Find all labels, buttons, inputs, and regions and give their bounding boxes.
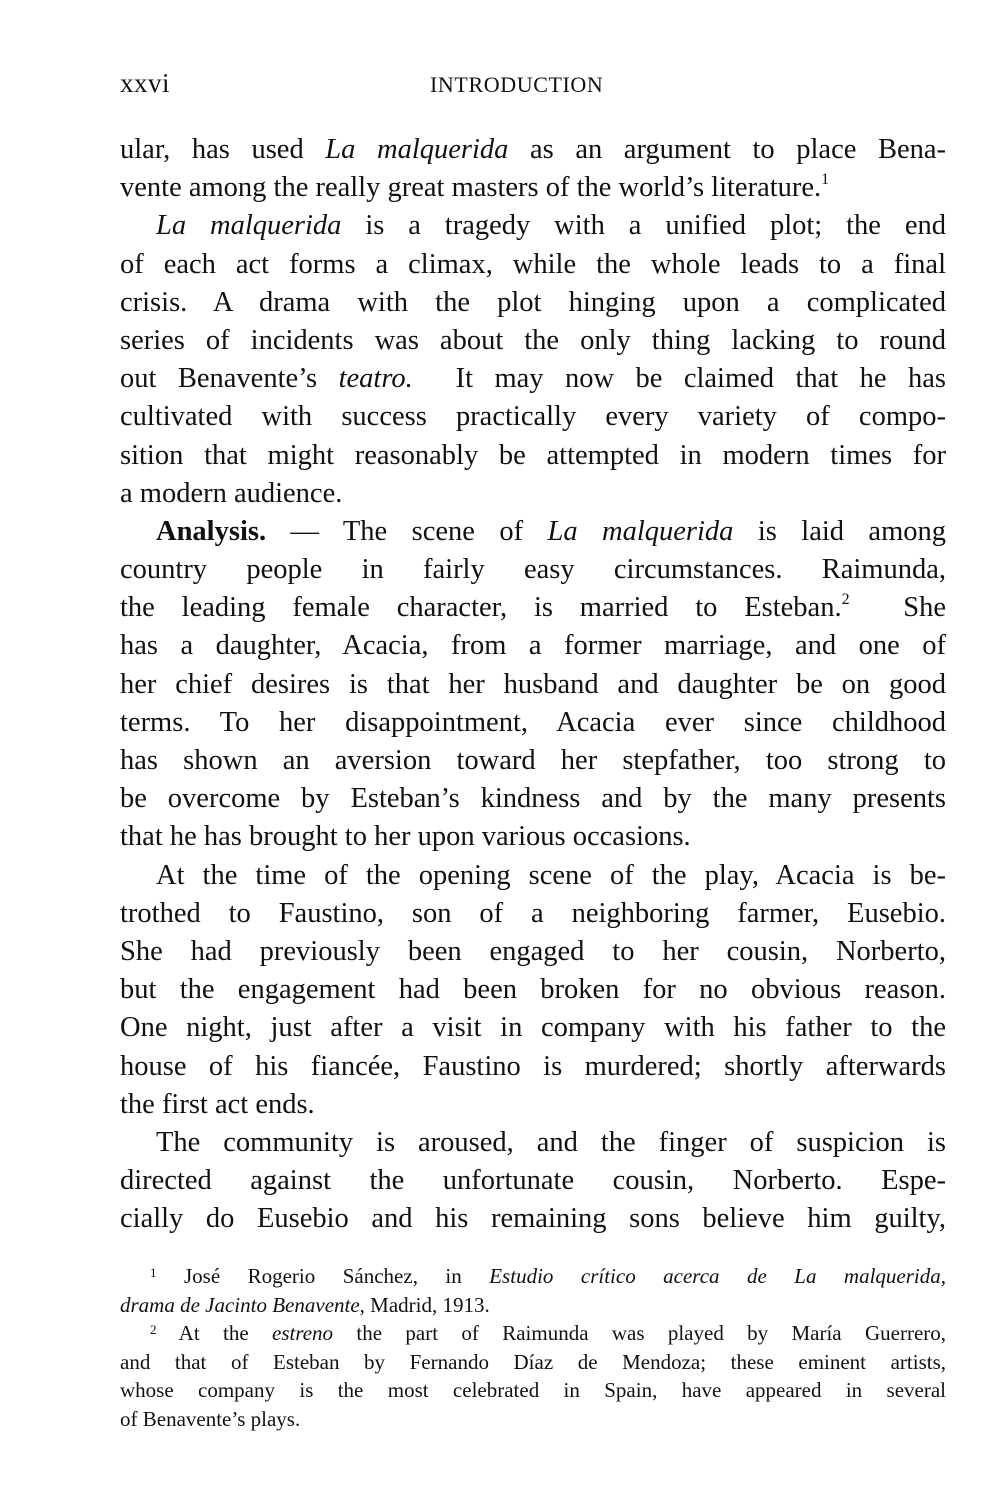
text-line: The community is aroused, and the finger of suspicion is <box>156 1126 946 1158</box>
footnote-mark: 1 <box>150 1265 157 1280</box>
text-line: vente among the really great masters of the world’s literature.$^1$ <box>120 171 830 204</box>
work-title: La malquerida <box>156 210 342 242</box>
paragraph-analysis <box>120 513 946 857</box>
text-line: the leading female character, is married to Esteban.$^2$ She <box>120 591 947 624</box>
text-line: but the engagement had been broken for no obvious reason. <box>120 974 946 1006</box>
body-text <box>120 131 946 1238</box>
text-line: ular, has used La malquerida as an argument to place Bena- <box>120 134 947 165</box>
text-line: terms. To her disappointment, Acacia ever since childhood <box>120 706 946 738</box>
footnote-line: drama de Jacinto Benavente, Madrid, 1913. <box>120 1292 490 1317</box>
footnote-line: and that of Esteban by Fernando Díaz de Mendoza; these eminent artists, <box>120 1349 946 1374</box>
text-line: sition that might reasonably be attempted in modern times for <box>120 439 946 471</box>
cited-work: Estudio crítico acerca de La malquerida, <box>489 1264 947 1288</box>
cited-work: drama de Jacinto Benavente <box>120 1292 360 1317</box>
footnote-ref-2[interactable]: 2 <box>841 591 850 609</box>
text-line: Analysis. — The scene of La malquerida is laid among <box>156 515 947 547</box>
text-line: directed against the unfortunate cousin, Norberto. Espe- <box>120 1165 946 1197</box>
text-line: that he has brought to her upon various occasions. <box>120 821 691 853</box>
italic-term: teatro. <box>338 363 413 395</box>
text-line: her chief desires is that her husband and daughter be on good <box>120 668 946 700</box>
text-line: cultivated with success practically every variety of compo- <box>120 401 946 433</box>
work-title: La malquerida <box>325 134 509 165</box>
text-line: La malquerida is a tragedy with a unified plot; the end <box>156 210 946 242</box>
footnote-line: $^1$ José Rogerio Sánchez, in Estudio crítico acerca de La malquerida, <box>150 1264 947 1288</box>
text-line: the first act ends. <box>120 1088 315 1120</box>
text-line: cially do Eusebio and his remaining sons believe him guilty, <box>120 1203 946 1235</box>
footnote-2 <box>120 1319 946 1433</box>
text-line: series of incidents was about the only thing lacking to round <box>120 324 946 356</box>
text-line: house of his fiancée, Faustino is murdered; shortly afterwards <box>120 1050 946 1082</box>
text-line: out Benavente’s teatro. It may now be claimed that he has <box>120 363 946 395</box>
text-line: trothed to Faustino, son of a neighboring farmer, Eusebio. <box>120 897 946 929</box>
footnote-line: whose company is the most celebrated in Spain, have appeared in several <box>120 1378 946 1403</box>
page-number: xxvi <box>120 68 171 98</box>
paragraph <box>120 207 946 513</box>
italic-term: estreno <box>272 1321 334 1346</box>
paragraph-continuation <box>120 131 946 207</box>
text-line: She had previously been engaged to her cousin, Norberto, <box>120 935 946 967</box>
paragraph <box>120 1124 946 1239</box>
footnote-ref-1[interactable]: 1 <box>821 171 830 189</box>
footnote-line: $^2$ At the estreno the part of Raimunda was played by María Guerrero, <box>150 1321 947 1346</box>
section-heading: Analysis. <box>156 515 267 547</box>
footnote-mark: 2 <box>150 1322 157 1338</box>
footnotes <box>120 1262 946 1434</box>
text-line: has a daughter, Acacia, from a former marriage, and one of <box>120 630 946 662</box>
text-line: a modern audience. <box>120 477 343 509</box>
text-line: country people in fairly easy circumstances. Raimunda, <box>120 554 946 586</box>
text-line: be overcome by Esteban’s kindness and by the many presents <box>120 783 946 815</box>
text-line: At the time of the opening scene of the play, Acacia is be- <box>156 859 946 891</box>
text-line: of each act forms a climax, while the whole leads to a final <box>120 248 946 280</box>
text-line: has shown an aversion toward her stepfather, too strong to <box>120 745 946 776</box>
footnote-line: of Benavente’s plays. <box>120 1406 301 1431</box>
work-title: La malquerida <box>547 515 734 547</box>
paragraph <box>120 857 946 1124</box>
footnote-1 <box>120 1262 946 1319</box>
running-head <box>120 68 946 104</box>
text-line: crisis. A drama with the plot hinging upon a complicated <box>120 286 946 318</box>
running-title: INTRODUCTION <box>430 72 604 97</box>
text-line: One night, just after a visit in company with his father to the <box>120 1012 946 1044</box>
